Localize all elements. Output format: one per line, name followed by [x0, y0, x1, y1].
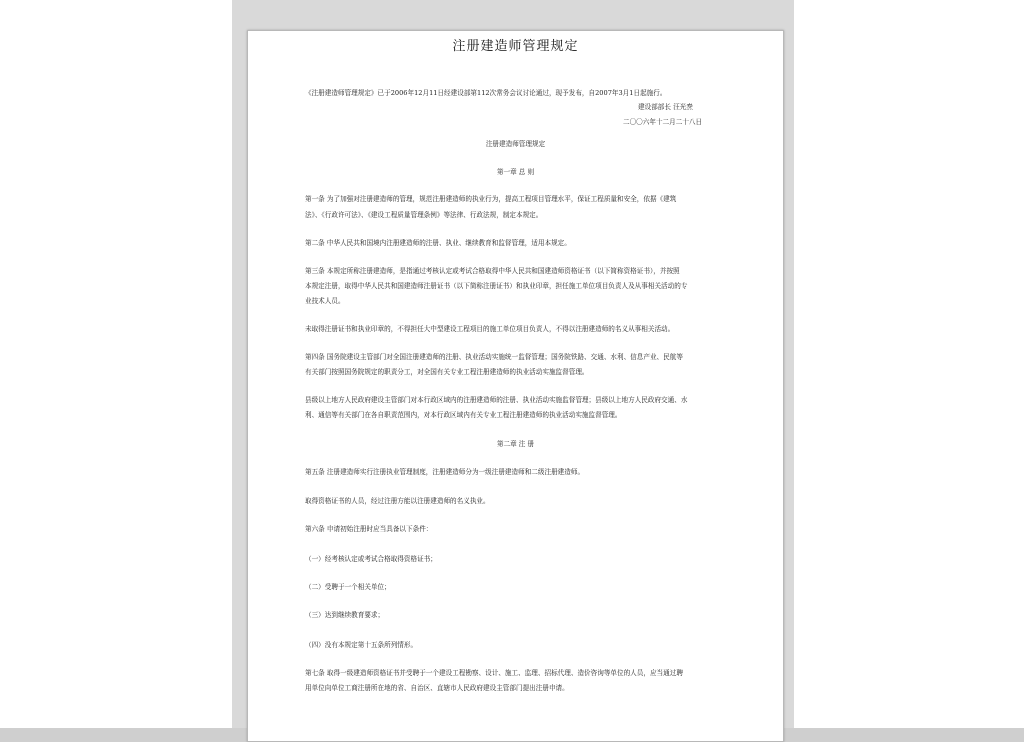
page-title: 注册建造师管理规定 [452, 39, 579, 54]
list-item: （三）达到继续教育要求； [305, 611, 385, 619]
right-margin [794, 0, 1024, 728]
preamble: 《注册建造师管理规定》已于2006年12月11日经建设部第112次常务会议讨论通过，现予发布，自2007年3月1日起施行。 [305, 89, 667, 97]
article-4-para2: 县级以上地方人民政府建设主管部门对本行政区域内的注册建造师的注册、执业活动实施监督管理；县级以上地方人民政府交通、水 [305, 396, 688, 404]
article-3-cont: 业技术人员。 [305, 297, 345, 305]
article-7: 第七条 取得一级建造师资格证书并受聘于一个建设工程勘察、设计、施工、监理、招标代理、造价咨询等单位的人员，应当通过聘 [305, 669, 683, 677]
article-1: 第一条 为了加强对注册建造师的管理，规范注册建造师的执业行为，提高工程项目管理水平，保证工程质量和安全，依据《建筑 [305, 195, 677, 203]
article-4-cont: 有关部门按照国务院规定的职责分工，对全国有关专业工程注册建造师的执业活动实施监督管理。 [305, 368, 589, 376]
subtitle: 注册建造师管理规定 [485, 140, 546, 148]
article-1-cont: 法》、《行政许可法》、《建设工程质量管理条例》等法律、行政法规，制定本规定。 [305, 211, 543, 219]
article-4: 第四条 国务院建设主管部门对全国注册建造师的注册、执业活动实施统一监督管理；国务院铁路、交通、水利、信息产业、民航等 [305, 353, 683, 361]
list-item: （一）经考核认定或考试合格取得资格证书； [305, 555, 437, 563]
list-item: （四）没有本规定第十五条所列情形。 [305, 641, 418, 649]
article-5: 第五条 注册建造师实行注册执业管理制度，注册建造师分为一级注册建造师和二级注册建造师。 [305, 468, 585, 476]
article-2: 第二条 中华人民共和国境内注册建造师的注册、执业、继续教育和监督管理，适用本规定。 [305, 239, 571, 247]
article-4-para2-cont: 利、通信等有关部门在各自职责范围内，对本行政区域内有关专业工程注册建造师的执业活动实施监督管理。 [305, 411, 622, 419]
document-page [247, 30, 784, 742]
article-3: 第三条 本规定所称注册建造师，是指通过考核认定或考试合格取得中华人民共和国建造师资格证书（以下简称资格证书），并按照 [305, 267, 680, 275]
article-3-para2: 未取得注册证书和执业印章的，不得担任大中型建设工程项目的施工单位项目负责人，不得以注册建造师的名义从事相关活动。 [305, 325, 675, 333]
chapter-heading: 第二章 注 册 [496, 440, 535, 448]
article-3-cont: 本规定注册，取得中华人民共和国建造师注册证书（以下简称注册证书）和执业印章，担任施工单位项目负责人及从事相关活动的专 [305, 282, 688, 290]
article-6: 第六条 申请初始注册时应当具备以下条件： [305, 525, 433, 533]
list-item: （二）受聘于一个相关单位； [305, 583, 391, 591]
signer: 建设部部长 汪光焘 [638, 103, 693, 111]
chapter-heading: 第一章 总 则 [496, 168, 535, 176]
left-margin [0, 0, 232, 728]
date: 二〇〇六年十二月二十八日 [623, 118, 703, 126]
article-7-cont: 用单位向单位工商注册所在地的省、自治区、直辖市人民政府建设主管部门提出注册申请。 [305, 684, 569, 692]
article-5-para2: 取得资格证书的人员，经过注册方能以注册建造师的名义执业。 [305, 497, 490, 505]
